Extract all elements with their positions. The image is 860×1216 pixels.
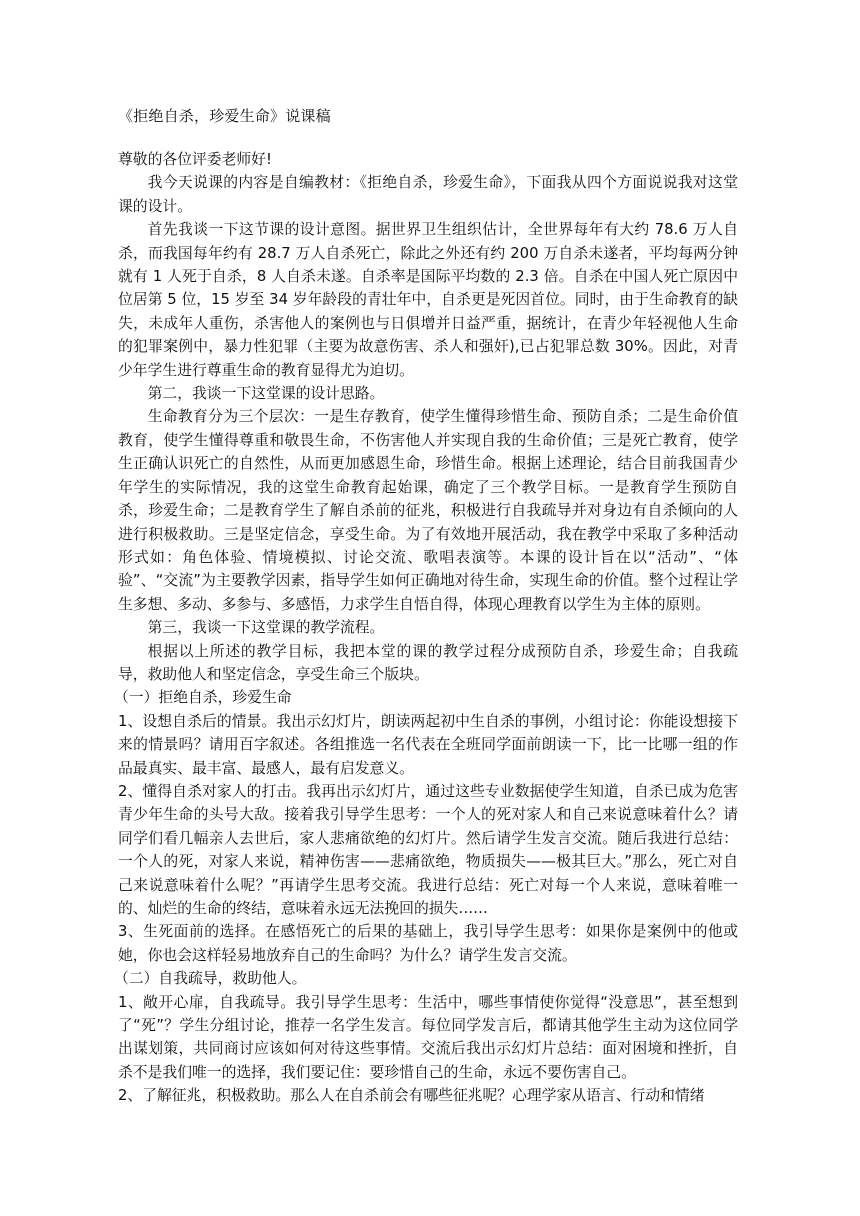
paragraph: 2、懂得自杀对家人的打击。我再出示幻灯片，通过这些专业数据使学生知道，自杀已成为危害青少年生命的头号大敌。接着我引导学生思考：一个人的死对家人和自己来说意味着什么？请同学们看几幅亲人去世后，家人悲痛欲绝的幻灯片。然后请学生发言交流。随后我进行总结：一个人的死，对家人来说，精神伤害——悲痛欲绝，物质损失——极其巨大。”那么，死亡对自己来说意味着什么呢？”再请学生思考交流。我进行总结：死亡对每一个人来说，意味着唯一的、灿烂的生命的终结，意味着永远无法挽回的损失…… xyxy=(118,782,738,917)
document-title: 《拒绝自杀，珍爱生命》说课稿 xyxy=(118,107,331,125)
paragraph: 根据以上所述的教学目标，我把本堂的课的教学过程分成预防自杀，珍爱生命；自我疏导，救助他人和坚定信念，享受生命三个版块。 xyxy=(118,642,738,683)
paragraph: 第三，我谈一下这堂课的教学流程。 xyxy=(147,619,385,637)
section-heading: （一）拒绝自杀，珍爱生命 xyxy=(114,689,292,707)
paragraph: 尊敬的各位评委老师好! xyxy=(118,151,272,168)
section-heading: （二）自我疏导，救助他人。 xyxy=(114,970,307,988)
document-body xyxy=(114,148,738,1108)
paragraph: 第二，我谈一下这堂课的设计思路。 xyxy=(147,385,385,403)
paragraph: 3、生死面前的选择。在感悟死亡的后果的基础上，我引导学生思考：如果你是案例中的他或她，你也会这样轻易地放弃自己的生命吗？为什么？请学生发言交流。 xyxy=(118,923,738,964)
paragraph: 2、了解征兆，积极救助。那么人在自杀前会有哪些征兆呢？心理学家从语言、行动和情绪 xyxy=(118,1087,705,1105)
paragraph: 1、敞开心扉，自我疏导。我引导学生思考：生活中，哪些事情使你觉得“没意思”，甚至想到了“死”？学生分组讨论，推荐一名学生发言。每位同学发言后，都请其他学生主动为这位同学出谋划策，共同商讨应该如何对待这些事情。交流后我出示幻灯片总结：面对困境和挫折，自杀不是我们唯一的选择，我们要记住：要珍惜自己的生命，永远不要伤害自己。 xyxy=(118,993,738,1081)
paragraph: 我今天说课的内容是自编教材：《拒绝自杀，珍爱生命》，下面我从四个方面说说我对这堂课的设计。 xyxy=(118,174,738,215)
paragraph: 1、设想自杀后的情景。我出示幻灯片，朗读两起初中生自杀的事例，小组讨论：你能设想接下来的情景吗？请用百字叙述。各组推选一名代表在全班同学面前朗读一下，比一比哪一组的作品最真实、最丰富、最感人，最有启发意义。 xyxy=(118,712,738,777)
paragraph: 生命教育分为三个层次：一是生存教育，使学生懂得珍惜生命、预防自杀；二是生命价值教育，使学生懂得尊重和敬畏生命，不伤害他人并实现自我的生命价值；三是死亡教育，使学生正确认识死亡的自然性，从而更加感恩生命，珍惜生命。根据上述理论，结合目前我国青少年学生的实际情况，我的这堂生命教育起始课，确定了三个教学目标。一是教育学生预防自杀，珍爱生命；二是教育学生了解自杀前的征兆，积极进行自我疏导并对身边有自杀倾向的人进行积极救助。三是坚定信念，享受生命。为了有效地开展活动，我在教学中采取了多种活动形式如：角色体验、情境模拟、讨论交流、歌唱表演等。本课的设计旨在以“活动”、“体验”、“交流”为主要教学因素，指导学生如何正确地对待生命，实现生命的价值。整个过程让学生多想、多动、多参与、多感悟，力求学生自悟自得，体现心理教育以学生为主体的原则。 xyxy=(118,408,738,613)
paragraph: 首先我谈一下这节课的设计意图。据世界卫生组织估计，全世界每年有大约 78.6 万人自杀，而我国每年约有 28.7 万人自杀死亡，除此之外还有约 200 万自杀未遂者，平均每两分钟就有 1 人死于自杀，8 人自杀未遂。自杀率是国际平均数的 2.3 倍。自杀在中国人死亡原因中位居第 5 位，15 岁至 34 岁年龄段的青壮年中，自杀更是死因首位。同时，由于生命教育的缺失，未成年人重伤，杀害他人的案例也与日俱增并日益严重，据统计，在青少年轻视他人生命的犯罪案例中，暴力性犯罪（主要为故意伤害、杀人和强奸),已占犯罪总数 30%。因此，对青少年学生进行尊重生命的教育显得尤为迫切。 xyxy=(118,221,738,379)
